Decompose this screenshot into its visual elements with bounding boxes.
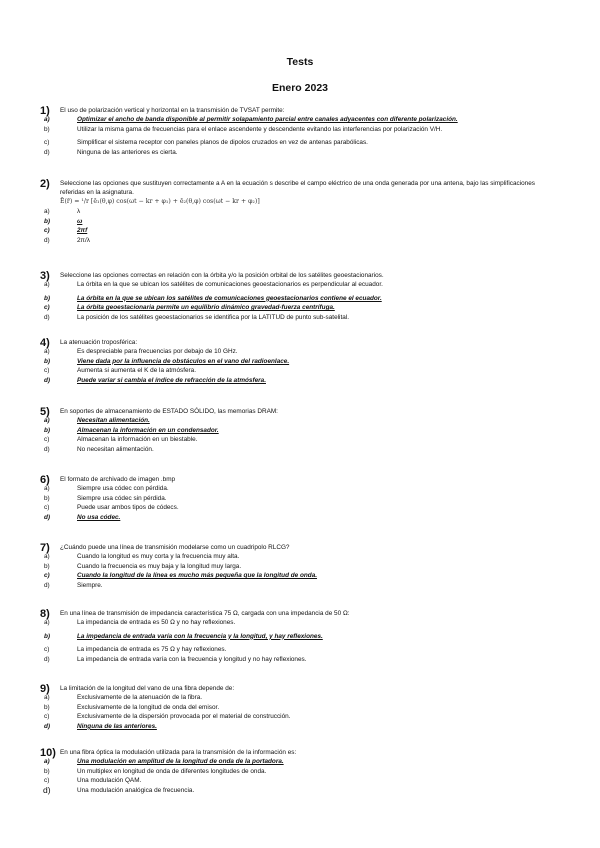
option-d: d) Puede variar si cambia el índice de refracción de la atmósfera.: [44, 376, 266, 384]
question-text: El uso de polarización vertical y horizontal en la transmisión de TVSAT permite:: [60, 107, 285, 114]
option-c: c) 2πf: [44, 227, 88, 235]
option-d: d) Una modulación analógica de frecuencia.: [43, 784, 195, 795]
question-number: 4): [40, 337, 50, 349]
option-d: d) 2π/λ: [44, 236, 90, 244]
question-text: En soportes de almacenamiento de ESTADO SÓLIDO, las memorias DRAM:: [60, 408, 278, 415]
option-b: b) La impedancia de entrada varía con la frecuencia y la longitud, y hay reflexiones.: [44, 632, 323, 640]
question-2: [40, 179, 550, 245]
question-number: 5): [40, 406, 50, 418]
option-b: b) Viene dada por la influencia de obstáculos en el vano del radioenlace.: [44, 357, 290, 365]
option-a: a) λ: [44, 208, 81, 215]
option-c: c) Almacenan la información en un biestable.: [44, 436, 198, 444]
option-a: a) Una modulación en amplitud de la longitud de onda de la portadora.: [44, 758, 284, 765]
option-a: a) Exclusivamente de la atenuación de la fibra.: [44, 694, 203, 701]
option-a: a) Es despreciable para frecuencias por debajo de 10 GHz.: [44, 348, 238, 355]
option-a: a) Siempre usa códec con pérdida.: [44, 485, 169, 492]
option-d: d) No usa códec.: [44, 513, 121, 521]
option-b: b) ω: [44, 217, 83, 225]
option-d: d) No necesitan alimentación.: [44, 445, 154, 453]
question-4: [40, 338, 550, 385]
option-b: b) Almacenan la información en un condensador.: [44, 426, 219, 434]
option-d: d) Siempre.: [44, 581, 103, 589]
question-number: 8): [40, 608, 50, 620]
question-number: 7): [40, 542, 50, 554]
option-a: a) Optimizar el ancho de banda disponible al permitir solapamiento parcial entre canales adyacentes con diferente polarización.: [44, 116, 458, 123]
question-text: En una línea de transmisión de impedancia característica 75 Ω, cargada con una impedancia de 50 Ω:: [60, 610, 350, 617]
option-c: c) Cuando la longitud de la línea es mucho más pequeña que la longitud de onda.: [44, 572, 318, 580]
option-c: c) Simplificar el sistema receptor con paneles planos de dipolos cruzados en vez de antenas parabólicas.: [44, 139, 368, 147]
option-d: d) La impedancia de entrada varía con la frecuencia y longitud y no hay reflexiones.: [44, 655, 307, 663]
option-a: a) La órbita en la que se ubican los satélites de comunicaciones geoestacionarios es perpendicular al ecuador.: [44, 281, 383, 288]
question-8: [40, 609, 550, 664]
question-number: 3): [40, 270, 50, 282]
question-number: 10): [40, 747, 56, 759]
page-subtitle: Enero 2023: [271, 82, 329, 94]
option-d: d) Ninguna de las anteriores.: [44, 722, 157, 730]
question-6: [40, 475, 550, 522]
question-10: [40, 748, 550, 795]
question-number: 9): [40, 683, 50, 695]
question-text: ¿Cuándo puede una línea de transmisión modelarse como un cuadripolo RLCG?: [60, 544, 290, 551]
option-b: b) Cuando la frecuencia es muy baja y la longitud muy larga.: [44, 562, 242, 570]
question-number: 6): [40, 474, 50, 486]
option-c: c) Puede usar ambos tipos de códecs.: [44, 504, 179, 512]
option-c: c) La impedancia de entrada es 75 Ω y hay reflexiones.: [44, 646, 227, 654]
option-c: c) Aumenta si aumenta el K de la atmósfera.: [44, 367, 197, 375]
question-text: En una fibra óptica la modulación utilizada para la transmisión de la información es:: [60, 749, 297, 756]
option-c: c) Exclusivamente de la dispersión provocada por el material de construcción.: [44, 713, 291, 721]
option-b: b) Exclusivamente de la longitud de onda del emisor.: [44, 703, 220, 711]
option-b: b) Un multiplex en longitud de onda de diferentes longitudes de onda.: [44, 767, 267, 775]
question-number: 2): [40, 178, 50, 190]
question-text: La limitación de la longitud del vano de una fibra depende de:: [60, 685, 235, 692]
question-text: La atenuación troposférica:: [60, 339, 138, 346]
question-text: Seleccione las opciones correctas en relación con la órbita y/o la posición orbital de los satélites geoestacionarios.: [60, 272, 384, 279]
option-d: d) La posición de los satélites geoestacionarios se identifica por la LATITUD de punto sub-satelital.: [44, 313, 349, 321]
question-5: [40, 407, 550, 454]
option-c: c) Una modulación QAM.: [44, 777, 142, 785]
option-a: a) Cuando la longitud es muy corta y la frecuencia muy alta.: [44, 553, 240, 560]
page-title: Tests: [286, 56, 314, 68]
option-b: b) Siempre usa códec sin pérdida.: [44, 494, 167, 502]
option-a: a) La impedancia de entrada es 50 Ω y no hay reflexiones.: [44, 619, 236, 626]
option-b: b) La órbita en la que se ubican los satélites de comunicaciones geoestacionarios contiene el ecuador.: [44, 294, 382, 302]
question-9: [40, 684, 550, 731]
question-3: [40, 271, 550, 322]
option-c: c) La órbita geoestacionaria permite un equilibrio dinámico gravedad-fuerza centrífuga.: [44, 304, 335, 312]
electric-field-equation: Ē(r̄) = ¹/r [ē₁(θ,φ) cos(ωt − kr + φ₁) + ē₂(θ,φ) cos(ωt − kr + φ₂)]: [60, 198, 260, 205]
question-1: [40, 106, 550, 157]
option-d: d) Ninguna de las anteriores es cierta.: [44, 148, 178, 156]
option-b: b) Utilizar la misma gama de frecuencias para el enlace ascendente y descendente evitando las interferencias por polarización V/H.: [44, 125, 443, 133]
question-text: Seleccione las opciones que sustituyen correctamente a A en la ecuación s describe el campo eléctrico de una onda generada por una antena, bajo las simplificaciones referidas en la asignatura.: [60, 180, 535, 196]
question-7: [40, 543, 550, 590]
question-text: El formato de archivado de imagen .bmp: [60, 476, 176, 483]
option-a: a) Necesitan alimentación.: [44, 417, 150, 424]
question-number: 1): [40, 105, 50, 117]
